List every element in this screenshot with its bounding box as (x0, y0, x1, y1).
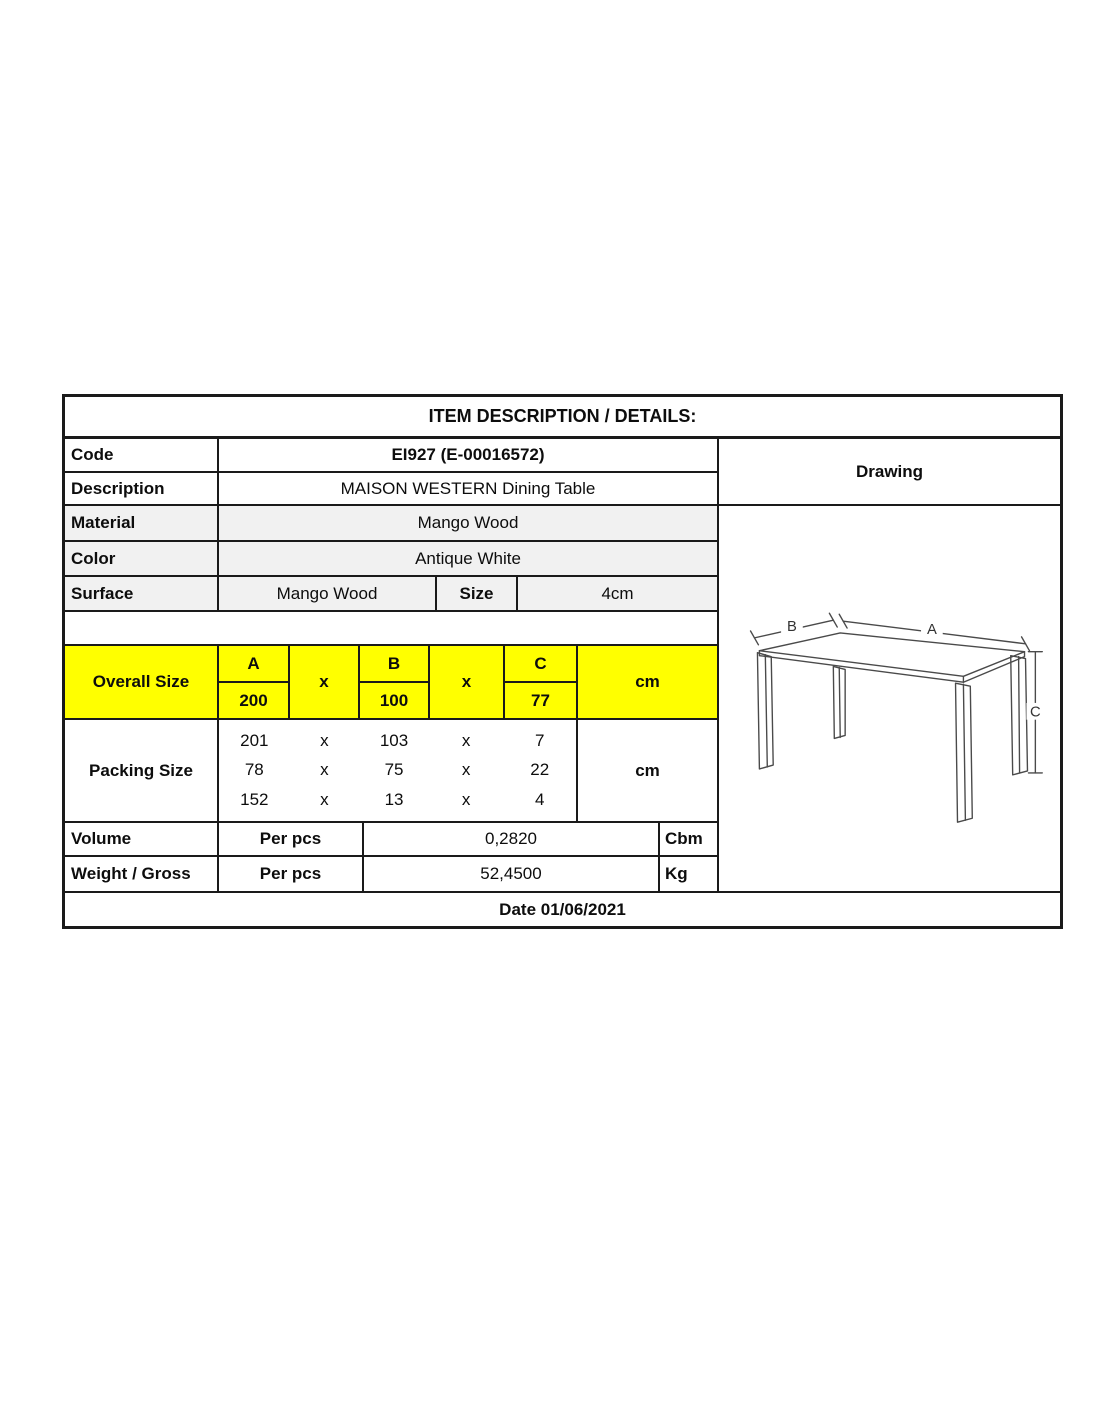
surface-row (65, 577, 717, 612)
table-leg-back-right-edge (1019, 657, 1020, 773)
drawing-area (719, 506, 1060, 891)
surface-value: Mango Wood (219, 577, 437, 610)
weight-basis: Per pcs (219, 857, 364, 891)
dim-a-label: A (926, 621, 937, 638)
overall-col-a-name: A (219, 646, 288, 683)
packing-3-a: 152 (240, 790, 269, 810)
spec-columns (65, 439, 717, 891)
drawing-panel (717, 439, 1060, 891)
packing-2-b: 75 (384, 760, 404, 780)
packing-sep: x (461, 730, 471, 750)
surface-label: Surface (65, 577, 219, 610)
packing-2-a: 78 (244, 760, 264, 780)
overall-size-row (65, 646, 717, 720)
spacer-cell (65, 612, 717, 644)
overall-col-a-value: 200 (239, 690, 268, 710)
color-label: Color (65, 542, 219, 575)
table-leg-front-right-edge (963, 684, 965, 820)
spacer-row (65, 612, 717, 646)
table-title: ITEM DESCRIPTION / DETAILS: (428, 406, 697, 426)
weight-row (65, 857, 717, 891)
date-value: Date 01/06/2021 (499, 899, 626, 919)
drawing-title: Drawing (719, 439, 1060, 506)
material-label: Material (65, 506, 219, 540)
packing-line-3 (219, 790, 576, 810)
packing-size-row (65, 720, 717, 823)
surface-size-value: 4cm (601, 583, 634, 603)
packing-sep: x (320, 790, 329, 810)
volume-row (65, 823, 717, 857)
overall-size-label: Overall Size (65, 646, 219, 718)
table-leg-front-left-edge (765, 655, 767, 767)
table-sketch (719, 506, 1060, 891)
packing-sep: x (461, 790, 471, 810)
overall-col-b-value: 100 (379, 690, 409, 710)
packing-2-c: 22 (530, 760, 550, 780)
packing-size-label: Packing Size (65, 720, 219, 821)
code-row (65, 439, 717, 473)
table-leg-back-left-edge (839, 667, 840, 737)
packing-sep: x (461, 760, 471, 780)
table-body (65, 439, 1060, 891)
packing-line-2 (219, 760, 576, 780)
weight-value: 52,4500 (364, 857, 660, 891)
code-value: EI927 (E-00016572) (391, 445, 545, 464)
volume-label: Volume (65, 823, 219, 855)
volume-unit: Cbm (665, 829, 703, 848)
packing-1-b: 103 (379, 730, 409, 750)
overall-col-c-value: 77 (531, 690, 550, 710)
table-top (759, 633, 1024, 676)
overall-sep-2: x (430, 646, 505, 718)
material-row (65, 506, 717, 542)
packing-1-c: 7 (534, 730, 545, 750)
overall-col-c-name: C (505, 646, 576, 683)
item-spec-table (62, 394, 1063, 929)
description-value: MAISON WESTERN Dining Table (340, 478, 596, 498)
packing-3-c: 4 (534, 790, 545, 810)
packing-3-b: 13 (384, 790, 404, 810)
description-row (65, 473, 717, 506)
dim-c-label: C (1030, 704, 1041, 721)
weight-unit: Kg (665, 864, 688, 883)
description-label: Description (65, 473, 219, 504)
overall-col-b (360, 646, 430, 718)
packing-values (219, 720, 578, 821)
overall-unit: cm (635, 672, 660, 691)
packing-sep: x (320, 760, 329, 780)
overall-col-b-name: B (360, 646, 428, 683)
code-label: Code (65, 439, 219, 471)
material-value: Mango Wood (417, 513, 519, 532)
dim-b-label: B (787, 618, 797, 635)
packing-unit: cm (635, 760, 660, 780)
color-value: Antique White (415, 548, 521, 568)
volume-value: 0,2820 (364, 823, 660, 855)
packing-sep: x (320, 730, 329, 750)
overall-col-a (219, 646, 290, 718)
weight-label: Weight / Gross (65, 857, 219, 891)
date-row (65, 891, 1060, 926)
volume-basis: Per pcs (219, 823, 364, 855)
overall-col-c (505, 646, 578, 718)
table-title-row (65, 397, 1060, 439)
packing-line-1 (219, 731, 576, 751)
overall-sep-1: x (290, 646, 360, 718)
color-row (65, 542, 717, 577)
packing-1-a: 201 (240, 730, 269, 750)
surface-size-label: Size (437, 577, 518, 610)
